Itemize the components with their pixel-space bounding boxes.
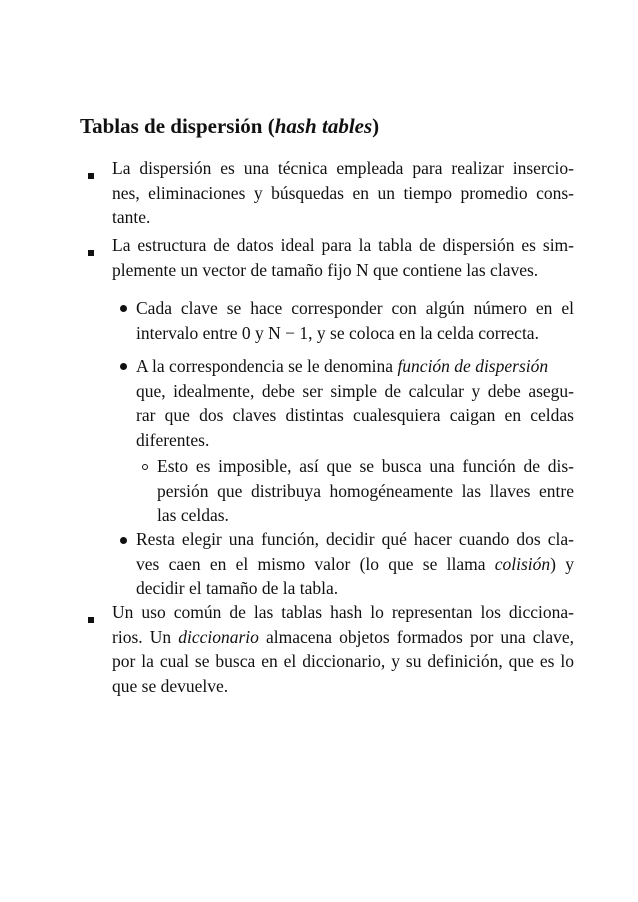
italic-term: diccionario [178, 626, 259, 647]
round-bullet-icon [120, 363, 127, 370]
text-line: La dispersión es una técnica empleada para realizar insercio- [112, 158, 574, 178]
title-suffix-text: ) [372, 114, 380, 138]
list-item [112, 233, 574, 282]
title-text: Tablas de dispersión ( [80, 114, 275, 138]
square-bullet-icon [88, 250, 94, 256]
text-span: A la correspondencia se le denomina [136, 356, 398, 376]
text-line: Un uso común de las tablas hash lo representan los dicciona- [112, 602, 574, 622]
text-span: almacena objetos formados por una clave, [258, 626, 575, 647]
text-line [136, 354, 574, 379]
text-line: persión que distribuya homogéneamente las llaves entre [157, 480, 574, 501]
text-line: las celdas. [157, 505, 229, 525]
text-line: decidir el tamaño de la tabla. [136, 578, 339, 598]
list-item [136, 527, 574, 601]
list-item [112, 600, 574, 698]
list-item [136, 296, 574, 345]
text-line: La estructura de datos ideal para la tabla de dispersión es sim- [112, 235, 574, 255]
square-bullet-icon [88, 173, 94, 179]
text-span: ) y [550, 553, 574, 574]
circle-bullet-icon [142, 464, 148, 470]
text-line: diferentes. [136, 429, 210, 450]
text-line [112, 625, 574, 650]
round-bullet-icon [120, 537, 127, 544]
text-span: rios. Un [112, 626, 179, 647]
text-line: Esto es imposible, así que se busca una función de dis- [157, 456, 574, 476]
text-line: Resta elegir una función, decidir qué hacer cuando dos cla- [136, 529, 574, 549]
text-line: que se devuelve. [112, 675, 229, 696]
title-italic-text: hash tables [274, 114, 373, 138]
square-bullet-icon [88, 617, 94, 623]
text-line: por la cual se busca en el diccionario, y su definición, que es lo [112, 651, 574, 671]
text-line: tante. [112, 207, 151, 227]
text-line [136, 552, 574, 577]
list-item [157, 454, 574, 528]
text-line: plemente un vector de tamaño fijo N que contiene las claves. [112, 259, 539, 280]
text-span: ves caen en el mismo valor (lo que se llama [136, 553, 495, 574]
list-item [112, 156, 574, 230]
text-line: Cada clave se hace corresponder con algún número en el [136, 298, 574, 318]
text-line: intervalo entre 0 y N − 1, y se coloca en la celda correcta. [136, 322, 539, 343]
text-line: que, idealmente, debe ser simple de calcular y debe asegu- [136, 380, 574, 401]
text-line: nes, eliminaciones y búsquedas en un tiempo promedio cons- [112, 182, 574, 203]
round-bullet-icon [120, 305, 127, 312]
slide-title [80, 113, 379, 139]
italic-term: función de dispersión [397, 356, 549, 376]
list-item [136, 354, 574, 452]
italic-term: colisión [494, 553, 551, 574]
text-line: rar que dos claves distintas cualesquiera caigan en celdas [136, 405, 574, 425]
